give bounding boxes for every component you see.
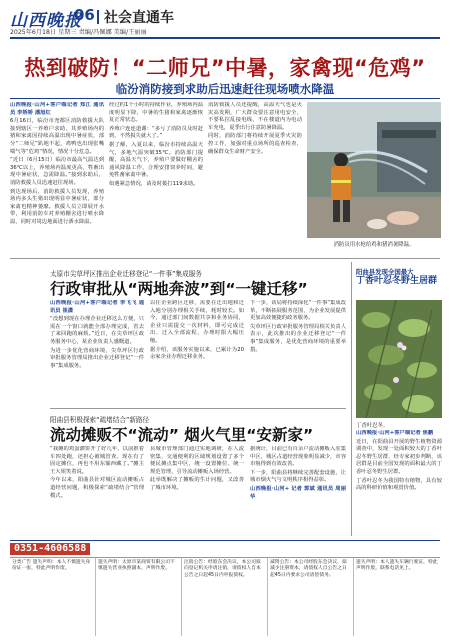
- masthead-brand: 山西晚报: [10, 11, 82, 31]
- article1-paragraph: 养殖户连连道谢：“多亏了消防员及时赶到，不然损失就大了。”: [109, 125, 203, 140]
- classifieds-rule: [10, 540, 440, 541]
- sidebar-headline: 丁香叶忍冬野生居群: [356, 276, 438, 286]
- article1-column-3: [208, 102, 302, 260]
- article1-column-2: [109, 102, 203, 260]
- article3-kicker: 阳曲县积极探索“疏堵结合”新路径: [50, 416, 150, 424]
- article1-headline: 热到破防！“二师兄”中暑，家禽现“危鸡”: [24, 56, 426, 80]
- article3-paragraph: “我摊的鸡蛋灌饼开了好几年，以前推着车四处跑，还担心被城管查。现在有了固定摊位，再也不用东躲西藏了。”摊主王大姐笑着说。: [50, 446, 144, 475]
- article2-paragraph: 为进一步优化营商环境，尖草坪区行政审批服务管理局推出企业迁移登记“一件事”集成服务。: [50, 347, 144, 369]
- article2-paragraph: 下一步，该局将持续深化“一件事”集成改革，不断拓展服务范围，为企业发展提供更加高效便捷的政务服务。: [250, 300, 346, 322]
- article3-column-2: [150, 446, 244, 536]
- article3-column-1: [50, 446, 144, 536]
- firefighter-photo: [307, 102, 441, 238]
- classifieds-grid: [10, 557, 440, 636]
- article1-rule: [10, 98, 440, 99]
- plant-photo: [356, 300, 442, 418]
- classified-ad: 分类广告 遗失声明：本人不慎遗失身份证一张，特此声明作废。: [10, 558, 96, 636]
- article1-paragraph: “近日（6月15日）临汾市最高气温达到36℃以上，养殖场内温度更高，牲畜出现中暑症状，急需降温。”接到求助后，消防救援人员迅速赶往现场。: [10, 157, 104, 186]
- column-divider: [351, 262, 352, 536]
- firefighter-photo-illustration: [307, 102, 441, 238]
- article2-paragraph: 尖草坪区行政审批服务管理局相关负责人表示，此次推出的企业迁移登记“一件事”集成服务，是优化营商环境的重要举措。: [250, 323, 346, 353]
- article3-paragraph: 今年以来，阳曲县针对城区流动摊贩占道经营问题，积极探索“疏堵结合”管理模式。: [50, 477, 144, 499]
- article3-paragraph: 据统计，目前已有百余户流动摊贩入驻集中区，城区占道经营现象明显减少，市容市貌得到有效改善。: [250, 446, 346, 468]
- article3-paragraph: 此举既解决了摊贩的生计问题，又改善了城市环境。: [150, 477, 244, 491]
- plant-photo-illustration: [356, 300, 442, 418]
- classified-ad: 遗失声明：太原市某商贸有限公司不慎遗失营业执照副本，声明作废。: [96, 558, 182, 636]
- sidebar-caption: 丁香叶忍冬。: [356, 423, 389, 429]
- article2-headline: 行政审批从“两地奔波”到“一键迁移”: [50, 280, 308, 298]
- article1-paragraph: 6月16日，临汾市尧都区消防救援大队接到辖区一养殖户求助，其养殖场内的猪和家禽因持续高温出现中暑症状，部分“二师兄”趴地不起，鸡鸭也出现张嘴喘气等“危鸡”情况，情况十分危急。: [10, 118, 104, 155]
- sidebar-paragraph: 近日，在阳曲县开展的野生植物资源调查中，发现一处面积较大的丁香叶忍冬野生居群，经专家初步判断，该居群是目前全国发现的面积最大的丁香叶忍冬野生居群。: [356, 438, 442, 475]
- classified-ad: 遗失声明：本人遗失车辆行驶证，特此声明作废。联系电话见上。: [356, 560, 438, 572]
- sidebar-paragraph: 丁香叶忍冬为我国特有植物，具有较高的科研价值和观赏价值。: [356, 477, 442, 492]
- article1-column-1: [10, 102, 104, 260]
- section-divider: [50, 408, 346, 409]
- section-title: 社会直通车: [104, 10, 174, 26]
- article3-paragraph: 下一步，阳曲县将继续完善配套设施，让城市烟火气与文明秩序相得益彰。: [250, 469, 346, 484]
- classified-ad: 减资公告：本公司经股东会决议，拟减少注册资本，请债权人自公告之日起45日内要求公司清偿债务。: [268, 558, 354, 636]
- page-number: 06: [74, 6, 95, 24]
- article1-paragraph: 如遇紧急情况，请及时拨打119求助。: [109, 180, 199, 187]
- article2-kicker: 太原市尖草坪区推出企业迁移登记“一件事”集成服务: [50, 270, 202, 278]
- article2-column-1: [50, 300, 144, 404]
- article2-column-2: [150, 300, 244, 404]
- sidebar-kicker: 阳曲县发现全国最大: [356, 268, 414, 276]
- article3-byline: 山西晚报·山河+ 记者 郭斌 通讯员 周丽华: [250, 485, 346, 500]
- article1-deck: 临汾消防接到求助后迅速赶往现场喷水降温: [115, 82, 335, 96]
- photo-caption: 消防员用水枪给鸡和猪消暑降温。: [333, 242, 415, 248]
- sidebar-body: [356, 430, 442, 536]
- article3-column-3: [250, 446, 346, 536]
- header-meta: 2025年6月18日 星期三 责编/冯佩娜 美编/王丽丽: [10, 29, 147, 36]
- classified-ad: 注销公告：经股东会决议，本公司拟向登记机关申请注销，请债权人自本公告之日起45日内申报债权。: [182, 558, 268, 636]
- article1-byline: 山西晚报·山河+客户端记者 郑江 通讯员 李娇娇 潘旭红: [10, 102, 104, 116]
- article2-paragraph: 据介绍，该服务实施以来，已累计为20余家企业办理迁移业务。: [150, 346, 244, 361]
- article1-paragraph: 消防救援人员还提醒，高温天气也是火灾高发期，广大群众要注意用电安全，不要私拉乱接电线，不在楼道内为电动车充电，夏季出行注意防暑降温。: [208, 102, 302, 131]
- article1-paragraph: 据了解，入夏以来，临汾市持续高温天气，多地气温突破35℃。消防部门提醒，高温天气下，养殖户要做好棚舍的通风降温工作，合理安排饲养时间，避免牲畜家禽中暑。: [109, 141, 203, 179]
- sidebar-byline: 山西晚报·山河+客户端记者 焦鹏: [356, 430, 434, 436]
- header-rule: [10, 37, 440, 39]
- article1-paragraph: 同时，消防部门将持续开展夏季火灾防控工作，加强对重点场所的巡查检查，确保群众生命财产安全。: [208, 133, 302, 155]
- article3-headline: 流动摊贩不“流动” 烟火气里“安新家”: [50, 426, 314, 444]
- article1-paragraph: 经过约1个小时的持续作业，养殖场内温度明显下降，中暑的生猪和家禽逐渐恢复正常状态。: [109, 102, 203, 124]
- page-header: [10, 6, 440, 40]
- header-divider: [97, 10, 99, 24]
- article2-paragraph: “没想到现在办理企业迁移这么方便，只需在一个窗口就能全部办理完成，省去了来回跑的麻烦。”近日，在尖草坪区政务服务中心，某企业负责人感慨道。: [50, 316, 144, 345]
- classifieds-phone: 0351-4606588: [10, 543, 90, 555]
- article2-byline: 山西晚报·山河+客户端记者 李飞飞 通讯员 崔潇: [50, 300, 144, 314]
- article2-column-3: [250, 300, 346, 404]
- article2-paragraph: 以往企业跨区迁移，需要在迁出地和迁入地分别办理相关手续，耗时较长。如今，通过部门间数据共享和业务协同，企业只需提交一次材料，即可完成迁出、迁入全部流程，办理时限大幅压缩。: [150, 300, 244, 344]
- article1-paragraph: 到达现场后，消防救援人员发现，养殖场内多头生猪出现明显中暑症状，部分家禽也精神萎靡。救援人员立即展开水带，利用消防车对养殖棚舍进行喷水降温，同时对周边地面进行洒水降温。: [10, 188, 104, 225]
- article3-paragraph: 县城市管理部门通过实地调研，在人流密集、交通便利的区域规划设置了多个便民摊点集中区，统一设置摊位、统一规范管理，引导流动摊贩入场经营。: [150, 446, 244, 475]
- section-divider: [10, 258, 440, 259]
